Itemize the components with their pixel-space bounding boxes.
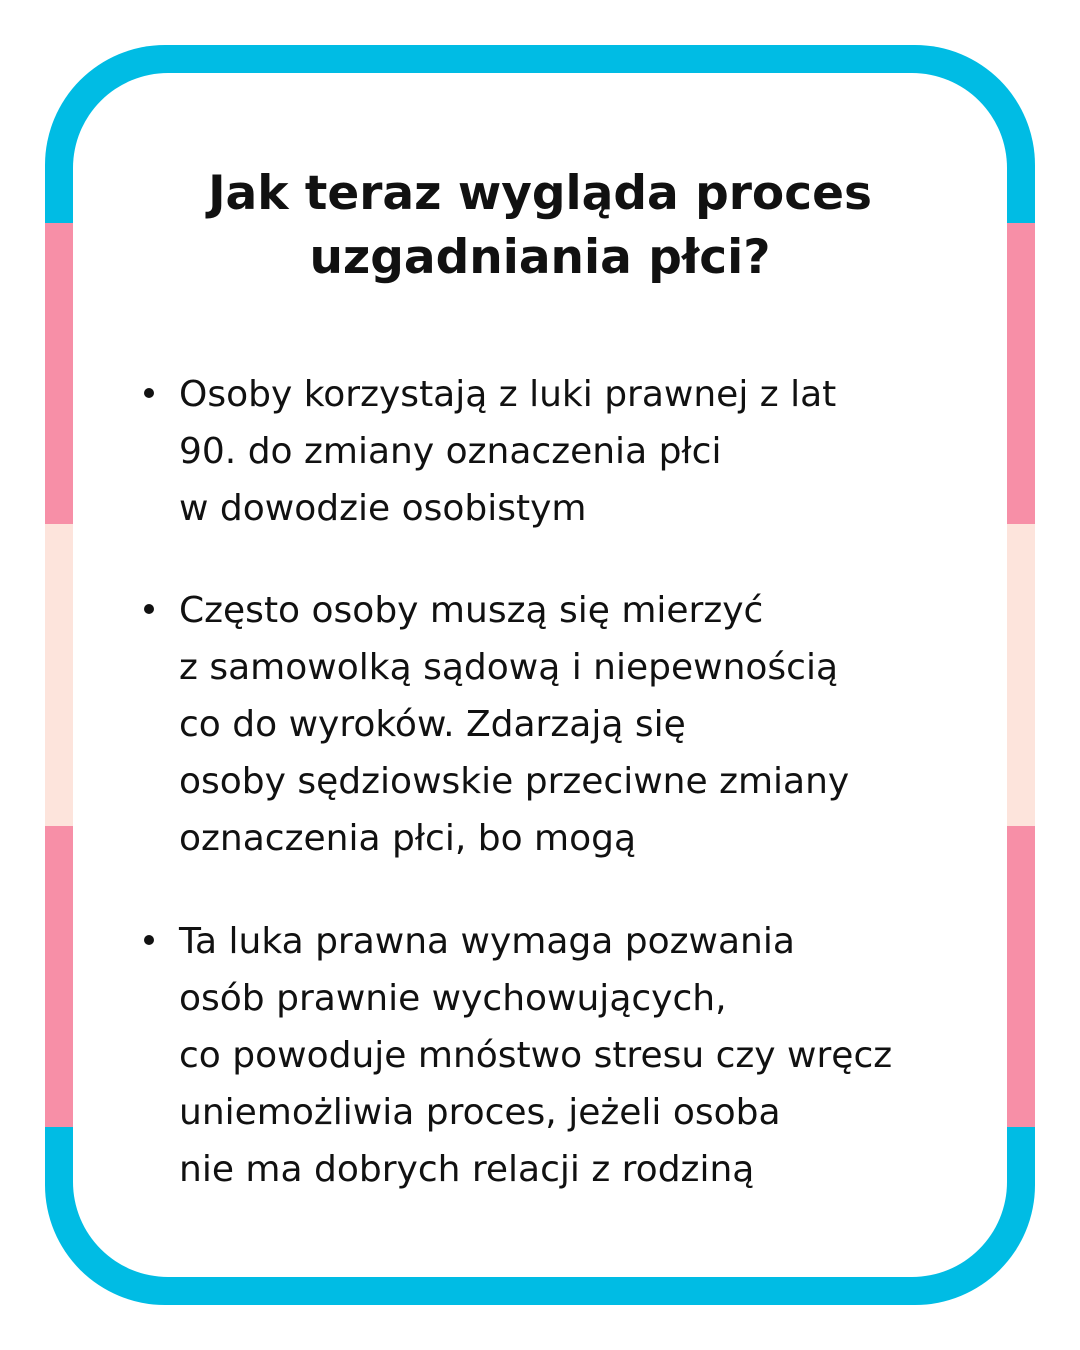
bullet-line: w dowodzie osobistym: [179, 488, 587, 529]
bullet-text: [179, 366, 999, 537]
bullet-line: Osoby korzystają z luki prawnej z lat: [179, 374, 837, 415]
title-line: uzgadniania płci?: [309, 230, 771, 285]
bullet-line: Ta luka prawna wymaga pozwania: [179, 921, 795, 962]
bullet-dot: [144, 388, 154, 398]
bullet-line: osób prawnie wychowujących,: [179, 978, 727, 1019]
bullet-line: co powoduje mnóstwo stresu czy wręcz: [179, 1035, 893, 1076]
bullet-line: osoby sędziowskie przeciwne zmiany: [179, 761, 850, 802]
bullet-line: z samowolką sądową i niepewnością: [179, 647, 839, 688]
page-title: [73, 162, 1007, 290]
bullet-line: 90. do zmiany oznaczenia płci: [179, 431, 722, 472]
bullet-line: nie ma dobrych relacji z rodziną: [179, 1149, 755, 1190]
bullet-line: co do wyroków. Zdarzają się: [179, 704, 686, 745]
bullet-line: uniemożliwia proces, jeżeli osoba: [179, 1092, 781, 1133]
bullet-dot: [144, 604, 154, 614]
bullet-text: [179, 582, 999, 867]
bullet-dot: [144, 935, 154, 945]
bullet-line: Często osoby muszą się mierzyć: [179, 590, 764, 631]
title-line: Jak teraz wygląda proces: [208, 166, 872, 221]
bullet-text: [179, 913, 999, 1198]
bullet-line: oznaczenia płci, bo mogą: [179, 818, 637, 859]
